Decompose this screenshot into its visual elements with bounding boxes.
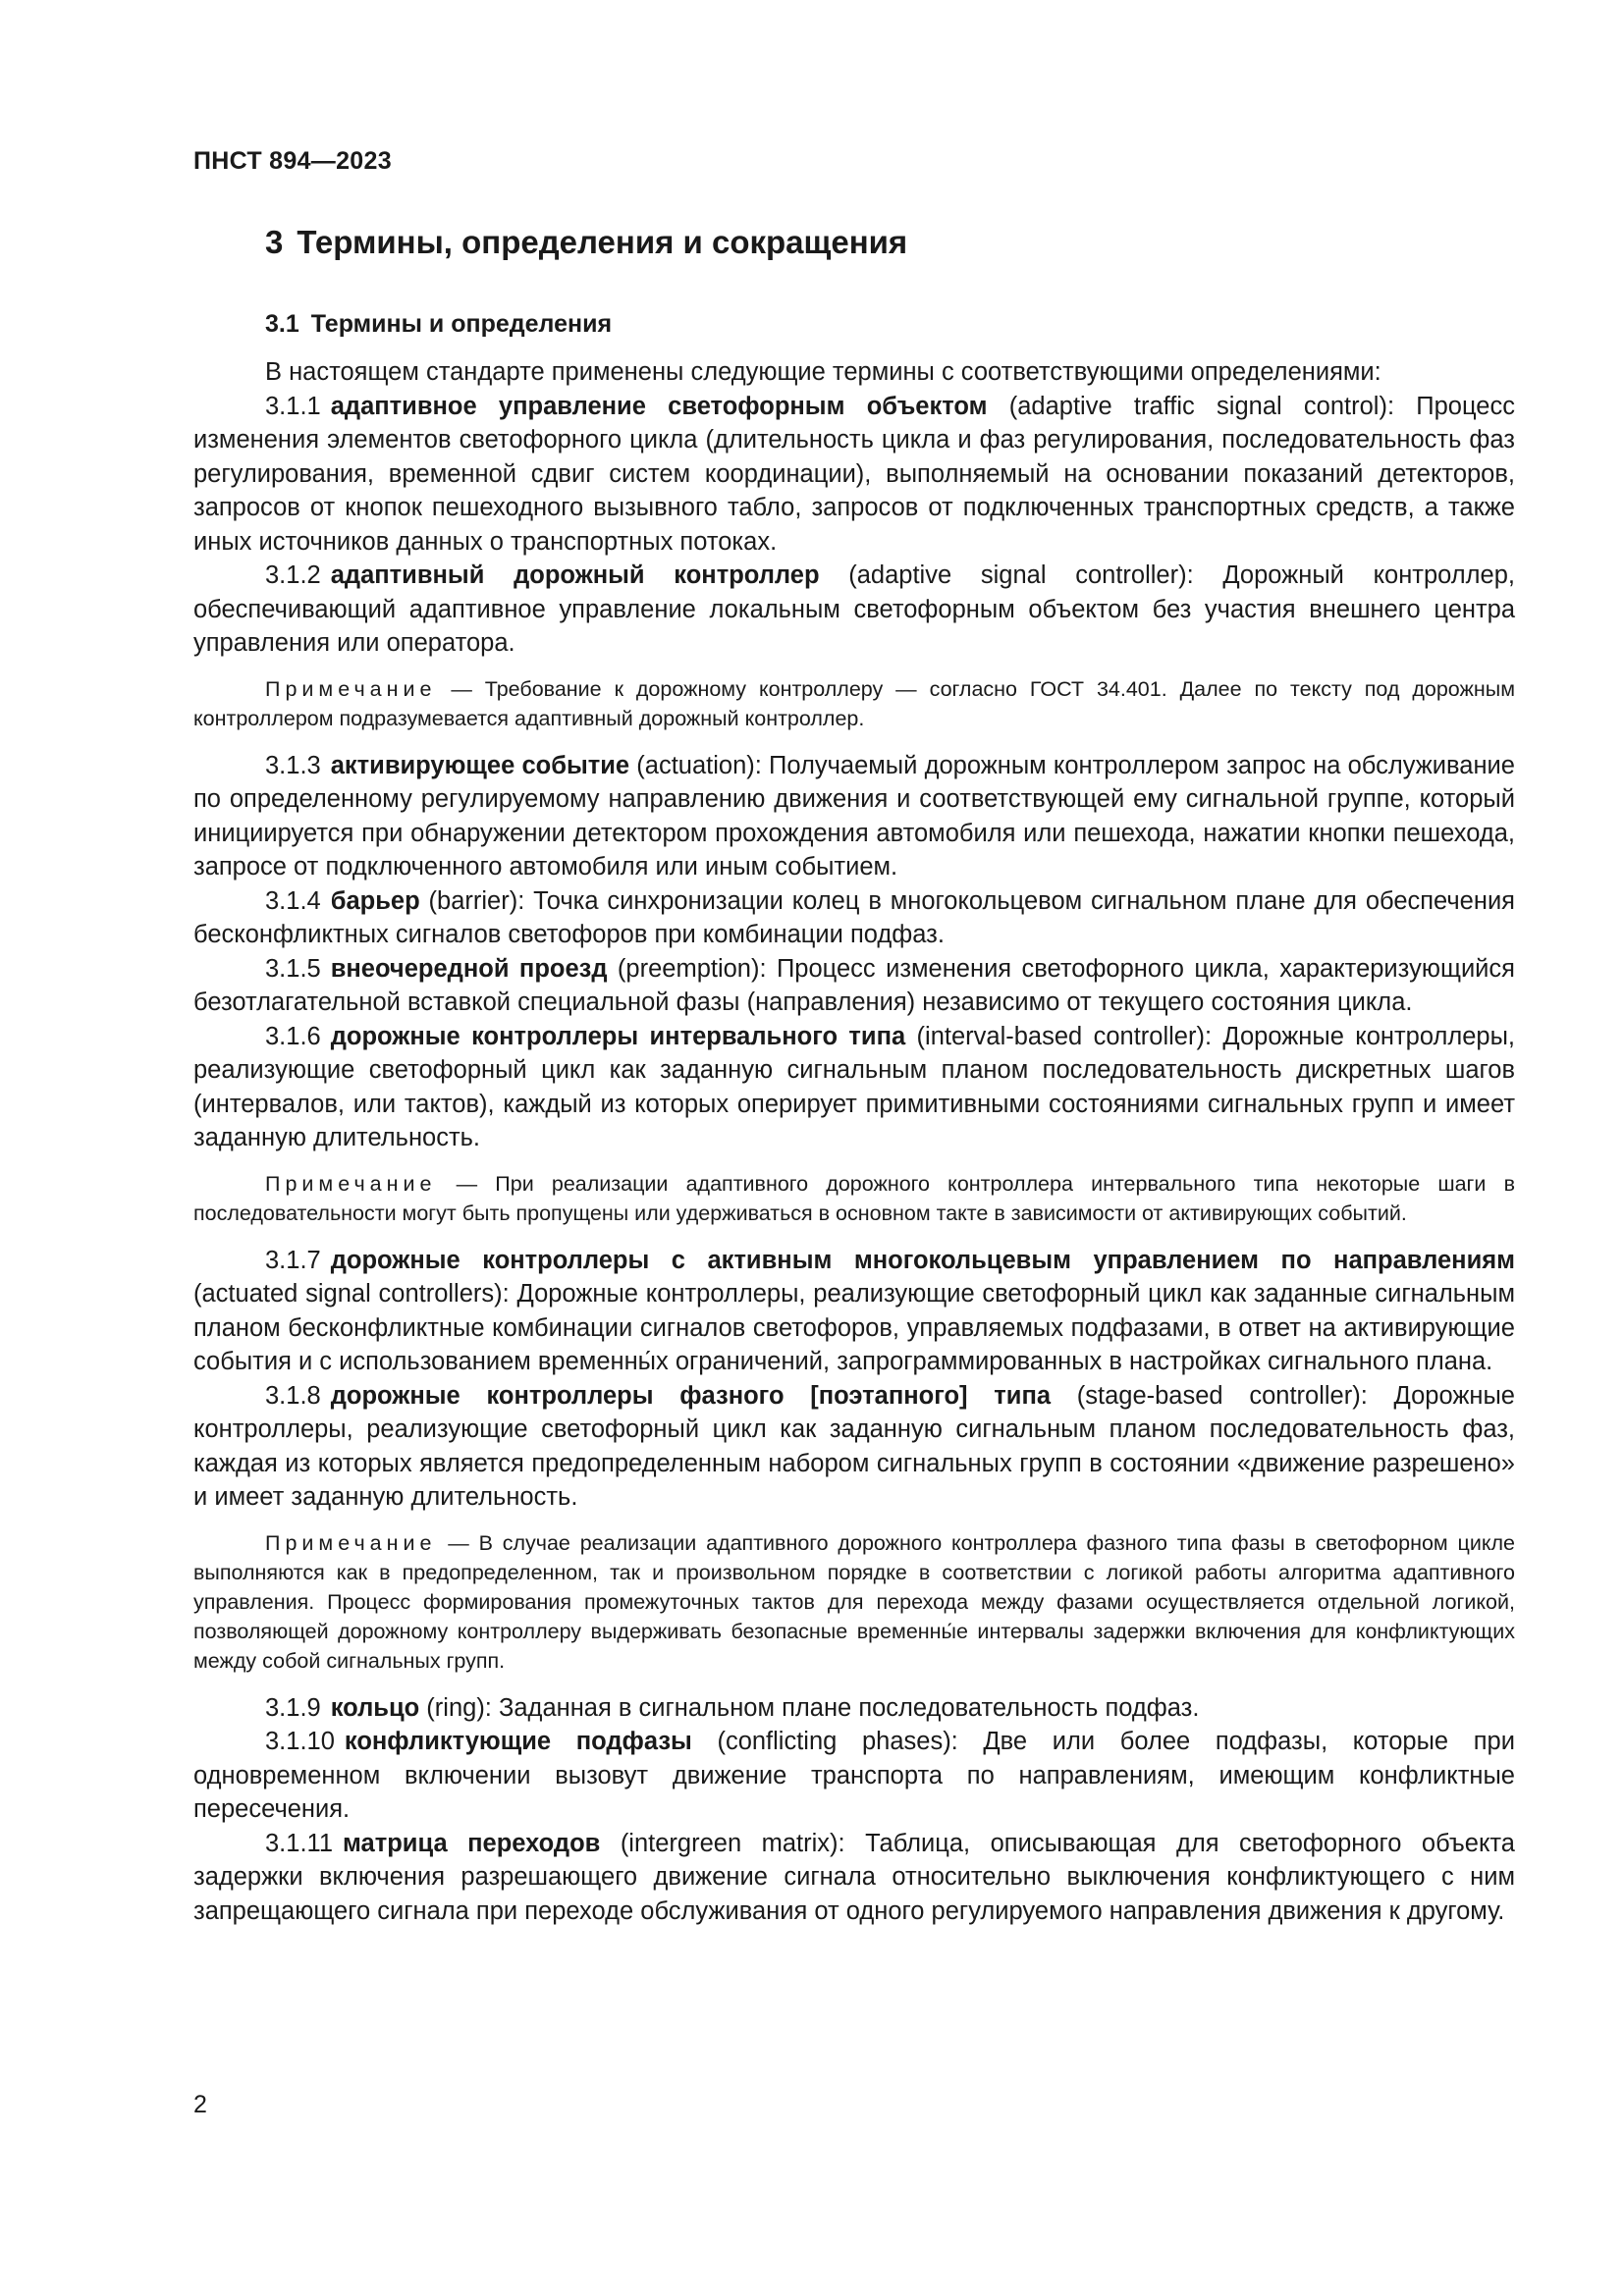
term-number: 3.1.10 <box>265 1728 335 1755</box>
term-number: 3.1.11 <box>265 1829 334 1857</box>
term-entry <box>193 559 1515 661</box>
subsection-title-text: Термины и определения <box>310 310 613 338</box>
subsection-number: 3.1 <box>265 310 299 338</box>
note-label: Примечание <box>265 1171 437 1196</box>
note <box>193 1169 1515 1228</box>
term-entry <box>193 1827 1515 1929</box>
term-definition: (actuation): Получаемый дорожным контроллером запрос на обслуживание по определенному регулируемому направлению движения и соответствующей ему сигнальной группе, который инициируется при обнаружении детектором прохождения автомобиля или пешехода, нажатии кнопки пешехода, запросе от подключенного автомобиля или иным событием. <box>193 751 1515 881</box>
section-number: 3 <box>265 224 284 260</box>
term-definition: (ring): Заданная в сигнальном плане последовательность подфаз. <box>419 1693 1200 1722</box>
section-title <box>265 224 907 261</box>
term-entry <box>193 884 1515 952</box>
term-name: кольцо <box>330 1693 420 1722</box>
term-entry <box>193 1244 1515 1379</box>
section-title-text: Термины, определения и сокращения <box>297 224 908 260</box>
term-name: барьер <box>330 886 420 915</box>
term-number: 3.1.1 <box>265 392 321 420</box>
note-text: — Требование к дорожному контроллеру — согласно ГОСТ 34.401. Далее по тексту под дорожным контроллером подразумевается адаптивный дорожный контроллер. <box>193 676 1515 730</box>
term-number: 3.1.6 <box>265 1022 321 1050</box>
term-number: 3.1.2 <box>265 561 321 589</box>
term-definition: (conflicting phases): Две или более подфазы, которые при одновременном включении вызовут движение транспорта по направлениям, имеющим конфликтные пересечения. <box>193 1728 1515 1823</box>
term-name: внеочередной проезд <box>330 954 608 983</box>
note-text: — При реализации адаптивного дорожного контроллера интервального типа некоторые шаги в последовательности могут быть пропущены или удерживаться в основном такте в зависимости от активирующих событий. <box>193 1171 1515 1225</box>
term-definition: (intergreen matrix): Таблица, описывающая для светофорного объекта задержки включения разрешающего движение сигнала относительно выключения конфликтующего с ним запрещающего сигнала при переходе обслуживания от одного регулируемого направления движения к другому. <box>193 1829 1515 1925</box>
term-definition: (barrier): Точка синхронизации колец в многокольцевом сигнальном плане для обеспечения бесконфликтных сигналов светофоров при комбинации подфаз. <box>193 886 1515 948</box>
term-number: 3.1.4 <box>265 886 321 915</box>
document-code: ПНСТ 894—2023 <box>193 147 392 175</box>
term-definition: (actuated signal controllers): Дорожные контроллеры, реализующие светофорный цикл как заданные сигнальным планом бесконфликтные комбинации сигналов светофоров, управляемых подфазами, в ответ на активирующие события и с использованием временны́х ограничений, запрограммированных в настройках сигнального плана. <box>193 1280 1515 1375</box>
page-number: 2 <box>193 2091 207 2118</box>
term-entry <box>193 1691 1515 1726</box>
note <box>193 674 1515 733</box>
term-name: дорожные контроллеры с активным многокольцевым управлением по направлениям <box>330 1246 1515 1274</box>
term-name: матрица переходов <box>343 1829 601 1857</box>
term-number: 3.1.8 <box>265 1381 321 1410</box>
subsection-title <box>265 310 612 339</box>
note-text: — В случае реализации адаптивного дорожного контроллера фазного типа фазы в светофорном цикле выполняются как в предопределенном, так и произвольном порядке в соответствии с логикой работы алгоритма адаптивного управления. Процесс формирования промежуточных тактов для перехода между фазами осуществляется отдельной логикой, позволяющей дорожному контроллеру выдерживать безопасные временны́е интервалы задержки включения для конфликтующих между собой сигнальных групп. <box>193 1530 1515 1673</box>
intro-paragraph: В настоящем стандарте применены следующие термины с соответствующими определениями: <box>265 358 1381 386</box>
note-label: Примечание <box>265 676 437 701</box>
term-number: 3.1.3 <box>265 751 321 779</box>
term-entry <box>193 1379 1515 1515</box>
term-name: конфликтующие подфазы <box>344 1728 692 1755</box>
term-name: дорожные контроллеры фазного [поэтапного] типа <box>330 1381 1052 1410</box>
note-label: Примечание <box>265 1530 437 1555</box>
term-definition: (interval-based controller): Дорожные контроллеры, реализующие светофорный цикл как заданную сигнальным планом последовательность дискретных шагов (интервалов, или тактов), каждый из которых оперирует примитивными состояниями сигнальных групп и имеет заданную длительность. <box>193 1022 1515 1151</box>
term-entry <box>193 1725 1515 1827</box>
term-entry <box>193 952 1515 1020</box>
note <box>193 1528 1515 1676</box>
term-entry <box>193 749 1515 884</box>
term-name: адаптивное управление светофорным объектом <box>330 392 988 420</box>
term-name: дорожные контроллеры интервального типа <box>330 1022 906 1050</box>
term-definition: (preemption): Процесс изменения светофорного цикла, характеризующийся безотлагательной вставкой специальной фазы (направления) независимо от текущего состояния цикла. <box>193 954 1515 1016</box>
term-definition: (adaptive traffic signal control): Процесс изменения элементов светофорного цикла (длительность цикла и фаз регулирования, последовательность фаз регулирования, временной сдвиг систем координации), выполняемый на основании показаний детекторов, запросов от кнопок пешеходного вызывного табло, запросов от подключенных транспортных средств, а также иных источников данных о транспортных потоках. <box>193 392 1515 556</box>
term-entry <box>193 1020 1515 1155</box>
term-number: 3.1.9 <box>265 1693 321 1722</box>
document-body <box>193 355 1515 1928</box>
term-name: активирующее событие <box>330 751 630 779</box>
term-name: адаптивный дорожный контроллер <box>330 561 820 589</box>
term-entry <box>193 390 1515 560</box>
term-number: 3.1.7 <box>265 1246 321 1274</box>
term-definition: (adaptive signal controller): Дорожный контроллер, обеспечивающий адаптивное управление локальным светофорным объектом без участия внешнего центра управления или оператора. <box>193 561 1515 657</box>
term-definition: (stage-based controller): Дорожные контроллеры, реализующие светофорный цикл как заданную сигнальным планом последовательность фаз, каждая из которых является предопределенным набором сигнальных групп в состоянии «движение разрешено» и имеет заданную длительность. <box>193 1381 1515 1511</box>
term-number: 3.1.5 <box>265 954 321 983</box>
